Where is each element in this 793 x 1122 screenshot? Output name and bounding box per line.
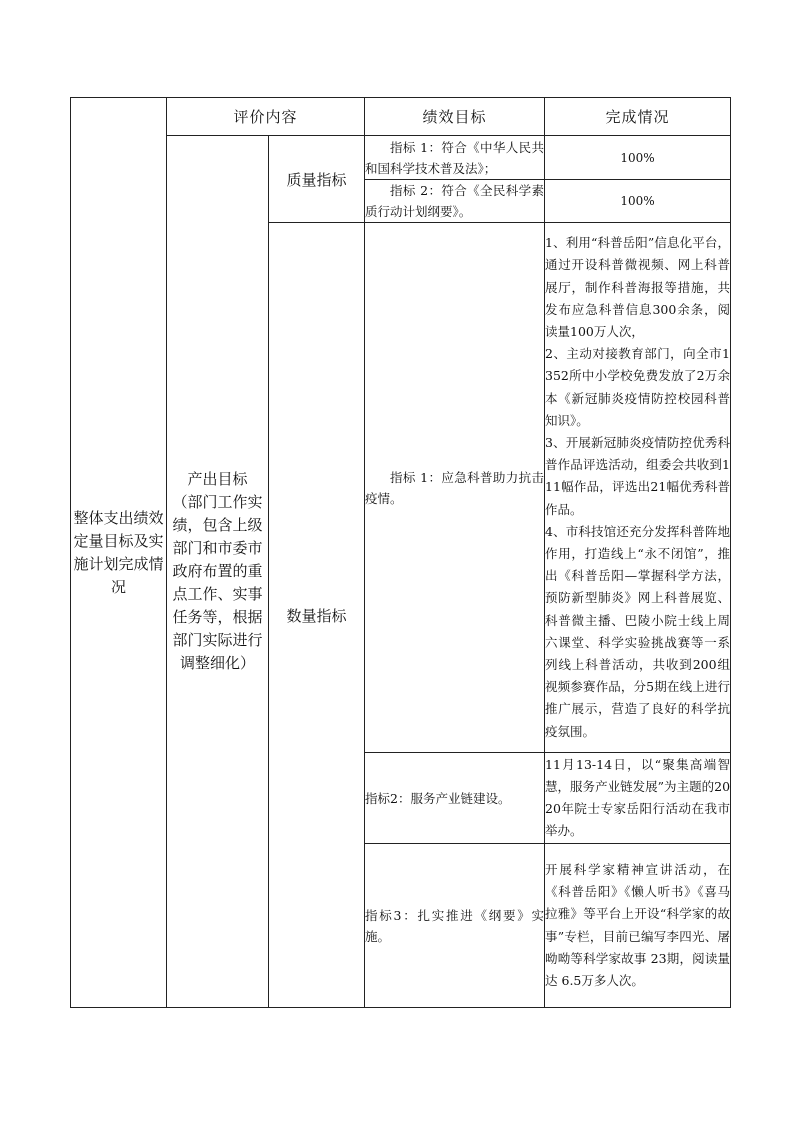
- output-goal-note: （部门工作实绩，包含上级部门和市委市政府布置的重点工作、实事任务等，根据部门实际进行调整细化）: [172, 493, 263, 672]
- header-perf-goal: 绩效目标: [365, 98, 545, 136]
- quality-result-1: 100%: [545, 136, 731, 180]
- row-label: 整体支出绩效定量目标及实施计划完成情况: [73, 508, 164, 596]
- quality-indicator-1: 指标 1：符合《中华人民共和国科学技术普及法》；: [365, 136, 545, 180]
- quantity-indicator-2: 指标2：服务产业链建设。: [365, 753, 545, 844]
- output-goal-cell: [167, 136, 269, 1008]
- result-paragraph: 3、开展新冠肺炎疫情防控优秀科普作品评选活动，组委会共收到111幅作品，评选出21幅优秀科普作品。: [545, 434, 731, 517]
- quality-result-2: 100%: [545, 180, 731, 223]
- performance-table: [70, 97, 731, 1008]
- quantity-result-1: [545, 223, 731, 753]
- quality-indicator-2: 指标 2：符合《全民科学素质行动计划纲要》。: [365, 180, 545, 223]
- result-paragraph: 4、市科技馆还充分发挥科普阵地作用，打造线上“永不闭馆”，推出《科普岳阳—掌握科学方法，预防新型肺炎》网上科普展览、科普微主播、巴陵小院士线上周六课堂、科学实验挑战赛等一系列线上科普活动，共收到200组视频参赛作品，分5期在线上进行推广展示，营造了良好的科学抗疫氛围。: [545, 523, 731, 739]
- quantity-indicator-1: 指标 1：应急科普助力抗击疫情。: [365, 223, 545, 753]
- quantity-result-3: 开展科学家精神宣讲活动，在《科普岳阳》《懒人听书》《喜马拉雅》等平台上开设“科学家的故事”专栏，目前已编写李四光、屠呦呦等科学家故事 23期，阅读量达 6.5万多人次。: [545, 844, 731, 1008]
- row-label-cell: [71, 98, 167, 1008]
- result-paragraph: 2、主动对接教育部门，向全市1352所中小学校免费发放了2万余本《新冠肺炎疫情防控校园科普知识》。: [545, 346, 731, 428]
- quantity-result-2: 11月13-14日，以“聚集高端智慧，服务产业链发展”为主题的2020年院士专家岳阳行活动在我市举办。: [545, 753, 731, 844]
- header-eval-content: 评价内容: [167, 98, 365, 136]
- quality-label: 质量指标: [269, 136, 365, 223]
- quantity-indicator-3: 指标3：扎实推进《纲要》实施。: [365, 844, 545, 1008]
- quantity-label: 数量指标: [269, 223, 365, 1008]
- result-paragraph: 1、利用“科普岳阳”信息化平台，通过开设科普微视频、网上科普展厅，制作科普海报等措施，共发布应急科普信息300余条，阅读量100万人次，: [545, 235, 731, 339]
- output-goal-title: 产出目标: [187, 470, 248, 488]
- header-completion: 完成情况: [545, 98, 731, 136]
